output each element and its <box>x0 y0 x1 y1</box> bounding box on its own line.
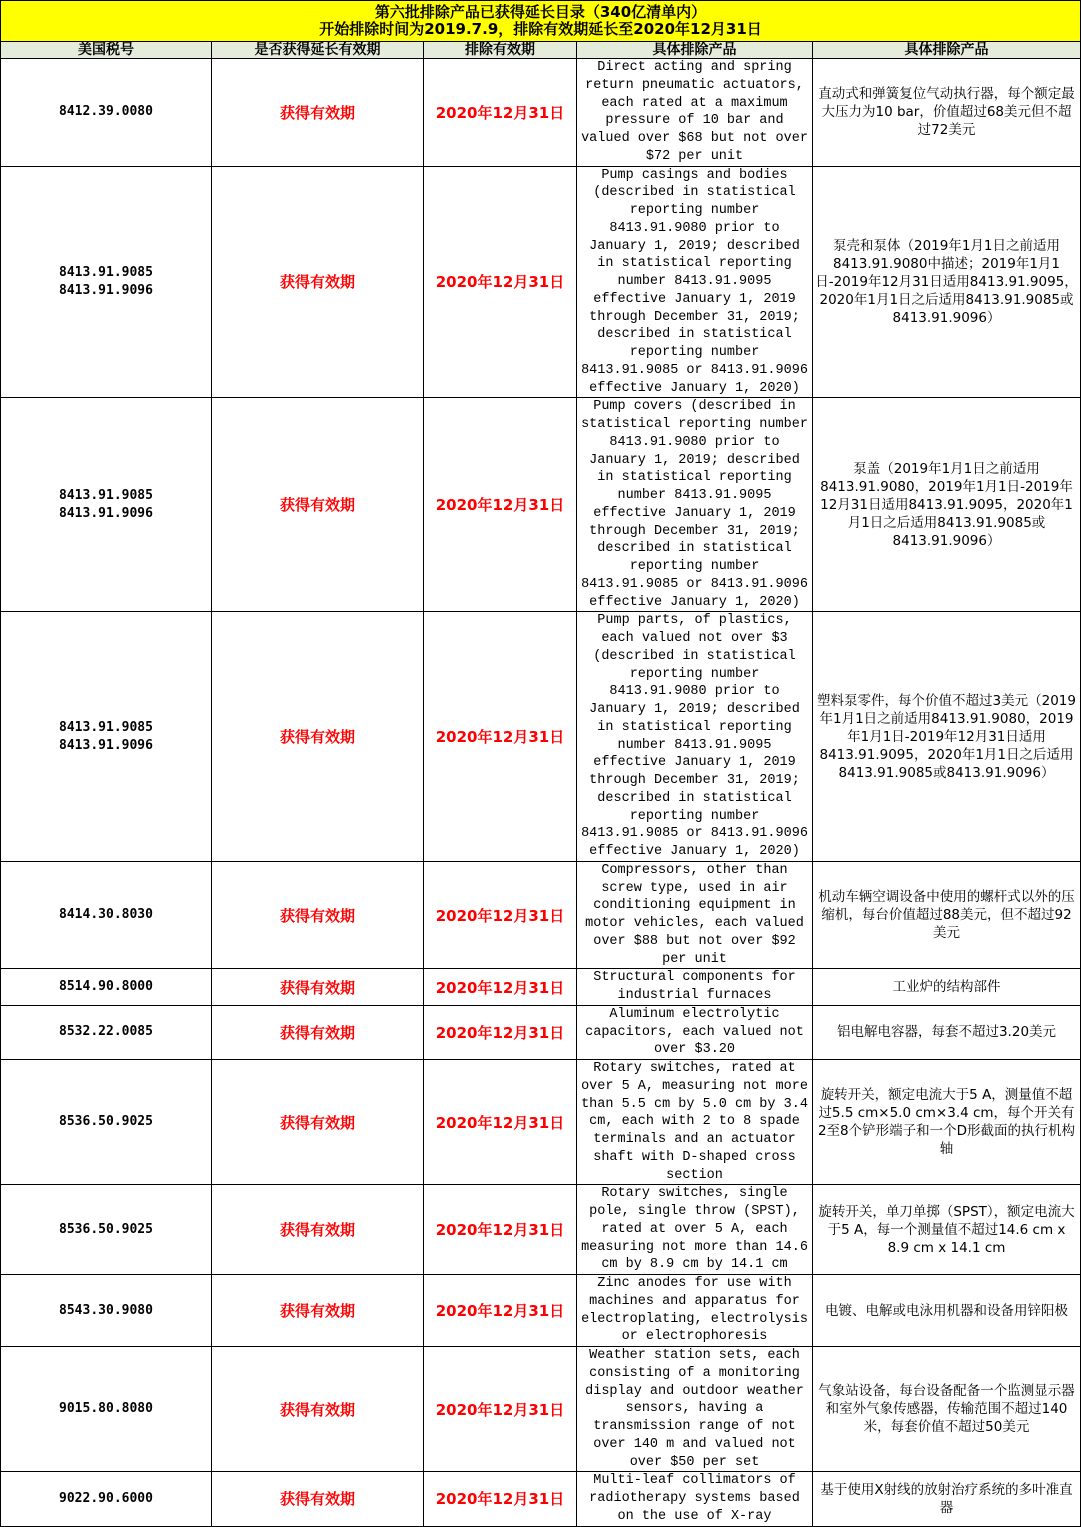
hts-code-cell <box>1 1275 212 1347</box>
header-row <box>1 42 1081 59</box>
extension-status: 获得有效期 <box>212 1347 424 1472</box>
hts-code-cell <box>1 1060 212 1185</box>
product-description-chinese: 电镀、电解或电泳用机器和设备用锌阳极 <box>813 1275 1081 1347</box>
hts-code-cell <box>1 969 212 1006</box>
hts-code: 8543.30.9080 <box>59 1302 153 1318</box>
hts-code: 8413.91.9085 <box>59 264 153 280</box>
table-row <box>1 969 1081 1006</box>
hts-code: 9015.80.8080 <box>59 1401 153 1417</box>
product-description-english: Direct acting and spring return pneumatic actuators, each rated at a maximum pressure of 10 bar and valued over $68 but not over $72 per unit <box>577 59 813 167</box>
hts-code-cell <box>1 1347 212 1472</box>
product-description-chinese: 机动车辆空调设备中使用的螺杆式以外的压缩机，每台价值超过88美元，但不超过92美元 <box>813 861 1081 969</box>
hts-code: 8413.91.9085 <box>59 487 153 503</box>
product-description-english: Multi-leaf collimators of radiotherapy systems based on the use of X-ray <box>577 1472 813 1526</box>
product-description-english: Aluminum electrolytic capacitors, each valued not over $3.20 <box>577 1005 813 1059</box>
product-description-chinese: 旋转开关，单刀单掷（SPST），额定电流大于5 A，每一个测量值不超过14.6 cm x 8.9 cm x 14.1 cm <box>813 1185 1081 1275</box>
product-description-english: Rotary switches, rated at over 5 A, measuring not more than 5.5 cm by 5.0 cm by 3.4 cm, each with 2 to 8 spade terminals and an actuator shaft with D-shaped cross section <box>577 1060 813 1185</box>
extension-status: 获得有效期 <box>212 1185 424 1275</box>
hts-code-cell <box>1 1472 212 1526</box>
hts-code: 9022.90.6000 <box>59 1490 153 1506</box>
hts-code: 8514.90.8000 <box>59 979 153 994</box>
expiry-date: 2020年12月31日 <box>424 1005 577 1059</box>
extension-status: 获得有效期 <box>212 1472 424 1526</box>
hts-code: 8413.91.9085 <box>59 719 153 735</box>
product-description-chinese: 泵壳和泵体（2019年1月1日之前适用8413.91.9080中描述；2019年1月1日-2019年12月31日适用8413.91.9095，2020年1月1日之后适用8413.91.9085或8413.91.9096） <box>813 166 1081 398</box>
title-line-2: 开始排除时间为2019.7.9，排除有效期延长至2020年12月31日 <box>319 20 762 38</box>
extension-status: 获得有效期 <box>212 1005 424 1059</box>
table-row <box>1 59 1081 167</box>
hts-code-cell <box>1 612 212 862</box>
expiry-date: 2020年12月31日 <box>424 166 577 398</box>
table-row <box>1 1185 1081 1275</box>
column-header-expiry-date: 排除有效期 <box>424 42 577 59</box>
extension-status: 获得有效期 <box>212 59 424 167</box>
table-row <box>1 166 1081 398</box>
hts-code-cell <box>1 861 212 969</box>
product-description-english: Compressors, other than screw type, used in air conditioning equipment in motor vehicles, each valued over $88 but not over $92 per unit <box>577 861 813 969</box>
hts-code: 8536.50.9025 <box>59 1114 153 1130</box>
hts-code: 8414.30.8030 <box>59 907 153 922</box>
product-description-english: Rotary switches, single pole, single throw (SPST), rated at over 5 A, each measuring not more than 14.6 cm by 8.9 cm by 14.1 cm <box>577 1185 813 1275</box>
table-row <box>1 398 1081 612</box>
product-description-chinese: 泵盖（2019年1月1日之前适用8413.91.9080，2019年1月1日-2019年12月31日适用8413.91.9095，2020年1月1日之后适用8413.91.9085或8413.91.9096） <box>813 398 1081 612</box>
extension-status: 获得有效期 <box>212 1275 424 1347</box>
column-header-hts-code: 美国税号 <box>1 42 212 59</box>
product-description-chinese: 基于使用X射线的放射治疗系统的多叶准直器 <box>813 1472 1081 1526</box>
hts-code: 8413.91.9096 <box>59 737 153 753</box>
expiry-date: 2020年12月31日 <box>424 1185 577 1275</box>
title-line-1: 第六批排除产品已获得延长目录（340亿清单内） <box>374 3 707 21</box>
hts-code: 8413.91.9096 <box>59 282 153 298</box>
extension-status: 获得有效期 <box>212 861 424 969</box>
hts-code: 8412.39.0080 <box>59 104 153 120</box>
table-row <box>1 1347 1081 1472</box>
expiry-date: 2020年12月31日 <box>424 612 577 862</box>
product-description-chinese: 旋转开关，额定电流大于5 A，测量值不超过5.5 cm×5.0 cm×3.4 cm，每个开关有2至8个铲形端子和一个D形截面的执行机构轴 <box>813 1060 1081 1185</box>
product-description-english: Weather station sets, each consisting of a monitoring display and outdoor weather sensors, having a transmission range of not over 140 m and valued not over $50 per set <box>577 1347 813 1472</box>
table-row <box>1 612 1081 862</box>
product-description-chinese: 铝电解电容器，每套不超过3.20美元 <box>813 1005 1081 1059</box>
hts-code: 8536.50.9025 <box>59 1221 153 1237</box>
expiry-date: 2020年12月31日 <box>424 1275 577 1347</box>
hts-code-cell <box>1 1005 212 1059</box>
extension-status: 获得有效期 <box>212 398 424 612</box>
extension-status: 获得有效期 <box>212 612 424 862</box>
extension-status: 获得有效期 <box>212 166 424 398</box>
table-title <box>1 1 1081 42</box>
column-header-extension-status: 是否获得延长有效期 <box>212 42 424 59</box>
column-header-product-english: 具体排除产品 <box>577 42 813 59</box>
table-row <box>1 1275 1081 1347</box>
hts-code-cell <box>1 1185 212 1275</box>
product-description-chinese: 塑料泵零件，每个价值不超过3美元（2019年1月1日之前适用8413.91.9080，2019年1月1日-2019年12月31日适用8413.91.9095，2020年1月1日之后适用8413.91.9085或8413.91.9096） <box>813 612 1081 862</box>
table-row <box>1 861 1081 969</box>
table-row <box>1 1060 1081 1185</box>
product-description-english: Zinc anodes for use with machines and apparatus for electroplating, electrolysis or electrophoresis <box>577 1275 813 1347</box>
product-description-chinese: 工业炉的结构部件 <box>813 969 1081 1006</box>
table-row <box>1 1005 1081 1059</box>
hts-code-cell <box>1 166 212 398</box>
title-row <box>1 1 1081 42</box>
extension-status: 获得有效期 <box>212 1060 424 1185</box>
hts-code: 8532.22.0085 <box>59 1024 153 1040</box>
expiry-date: 2020年12月31日 <box>424 59 577 167</box>
column-header-product-chinese: 具体排除产品 <box>813 42 1081 59</box>
table-row <box>1 1472 1081 1526</box>
hts-code-cell <box>1 59 212 167</box>
product-description-english: Pump casings and bodies (described in statistical reporting number 8413.91.9080 prior to January 1, 2019; described in statistical reporting number 8413.91.9095 effective January 1, 2019 through December 31, 2019; described in statistical reporting number 8413.91.9085 or 8413.91.9096 effective January 1, 2020) <box>577 166 813 398</box>
expiry-date: 2020年12月31日 <box>424 969 577 1006</box>
hts-code-cell <box>1 398 212 612</box>
expiry-date: 2020年12月31日 <box>424 1347 577 1472</box>
expiry-date: 2020年12月31日 <box>424 1472 577 1526</box>
expiry-date: 2020年12月31日 <box>424 861 577 969</box>
product-description-chinese: 气象站设备，每台设备配备一个监测显示器和室外气象传感器，传输范围不超过140米，每套价值不超过50美元 <box>813 1347 1081 1472</box>
hts-code: 8413.91.9096 <box>59 505 153 521</box>
product-description-english: Pump covers (described in statistical reporting number 8413.91.9080 prior to January 1, 2019; described in statistical reporting number 8413.91.9095 effective January 1, 2019 through December 31, 2019; described in statistical reporting number 8413.91.9085 or 8413.91.9096 effective January 1, 2020) <box>577 398 813 612</box>
expiry-date: 2020年12月31日 <box>424 398 577 612</box>
product-description-english: Pump parts, of plastics, each valued not over $3 (described in statistical reporting number 8413.91.9080 prior to January 1, 2019; described in statistical reporting number 8413.91.9095 effective January 1, 2019 through December 31, 2019; described in statistical reporting number 8413.91.9085 or 8413.91.9096 effective January 1, 2020) <box>577 612 813 862</box>
expiry-date: 2020年12月31日 <box>424 1060 577 1185</box>
extension-status: 获得有效期 <box>212 969 424 1006</box>
product-description-chinese: 直动式和弹簧复位气动执行器，每个额定最大压力为10 bar，价值超过68美元但不超过72美元 <box>813 59 1081 167</box>
product-description-english: Structural components for industrial furnaces <box>577 969 813 1006</box>
